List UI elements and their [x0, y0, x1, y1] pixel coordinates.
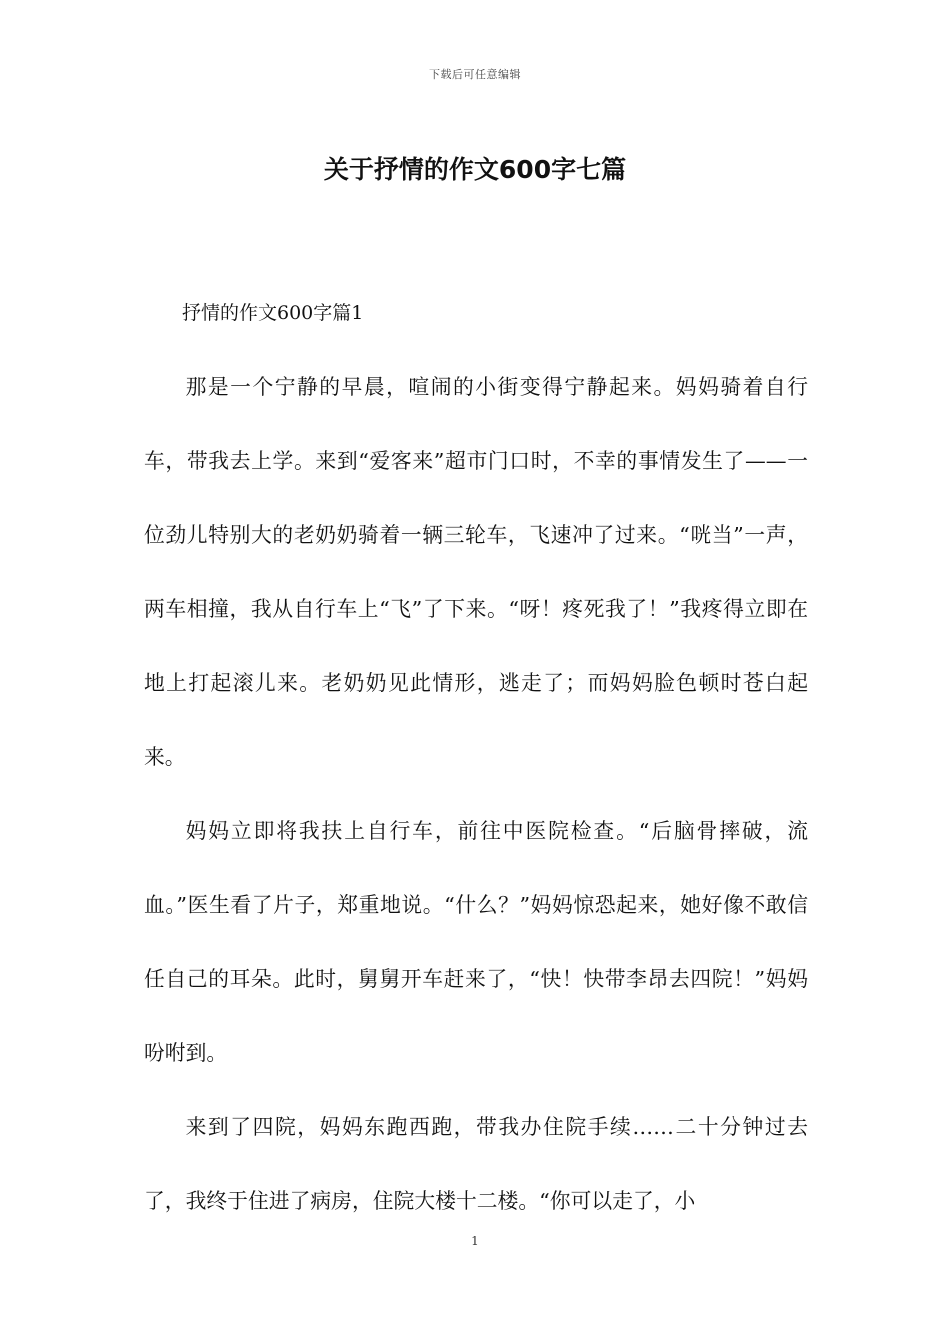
document-title: 关于抒情的作文600字七篇 — [323, 155, 627, 184]
paragraph: 那是一个宁静的早晨，喧闹的小街变得宁静起来。妈妈骑着自行车，带我去上学。来到“爱客来”超市门口时，不幸的事情发生了——一位劲儿特别大的老奶奶骑着一辆三轮车，飞速冲了过来。“咣当”一声，两车相撞，我从自行车上“飞”了下来。“呀！疼死我了！”我疼得立即在地上打起滚儿来。老奶奶见此情形，逃走了；而妈妈脸色顿时苍白起来。 — [144, 375, 808, 769]
paragraph: 来到了四院，妈妈东跑西跑，带我办住院手续……二十分钟过去了，我终于住进了病房，住院大楼十二楼。“你可以走了，小 — [144, 1115, 808, 1213]
page-number: 1 — [471, 1234, 479, 1248]
section-heading: 抒情的作文600字篇1 — [182, 302, 364, 324]
page-header: 下载后可任意编辑 — [429, 68, 521, 81]
document-body — [144, 276, 808, 1238]
paragraph: 妈妈立即将我扶上自行车，前往中医院检查。“后脑骨摔破，流血。”医生看了片子，郑重地说。“什么？”妈妈惊恐起来，她好像不敢信任自己的耳朵。此时，舅舅开车赶来了，“快！快带李昂去四院！”妈妈吩咐到。 — [144, 819, 808, 1065]
